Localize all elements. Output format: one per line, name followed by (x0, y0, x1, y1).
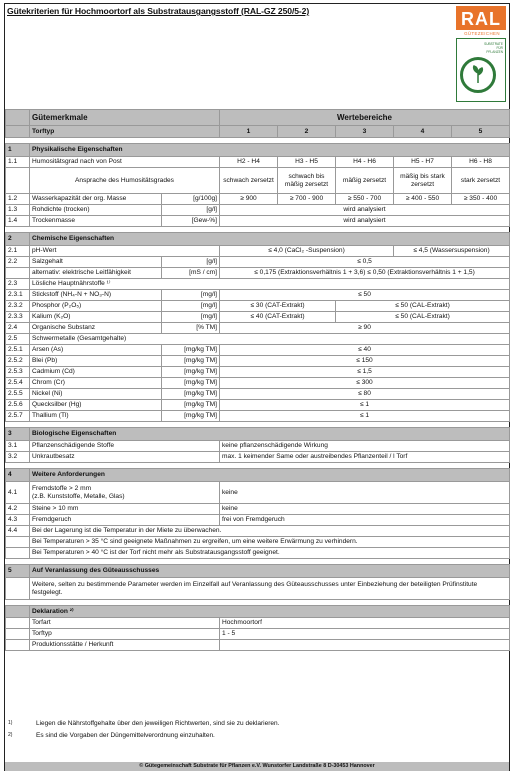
table-row: 2.3.2 Phosphor (P₂O₅) [mg/l] ≤ 30 (CAT-Extrakt) ≤ 50 (CAL-Extrakt) (6, 301, 510, 312)
table-row: Bei Temperaturen > 35 °C sind geeignete Maßnahmen zu ergreifen, um eine weitere Erwärmung zu verhindern. (6, 537, 510, 548)
type-4: 4 (394, 126, 452, 138)
table-row: 2.3 Lösliche Hauptnährstoffe ¹⁾ (6, 279, 510, 290)
table-row: 3.2 Unkrautbesatz max. 1 keimender Same oder austreibendes Pflanzenteil / l Torf (6, 452, 510, 463)
section-weitere: 4 Weitere Anforderungen (6, 469, 510, 482)
section-title: Weitere Anforderungen (30, 469, 510, 482)
table-row: 2.5.4 Chrom (Cr) [mg/kg TM] ≤ 300 (6, 378, 510, 389)
section-gueteausschuss: 5 Auf Veranlassung des Güteausschusses (6, 565, 510, 578)
table-row: 2.4 Organische Substanz [% TM] ≥ 90 (6, 323, 510, 334)
type-5: 5 (452, 126, 510, 138)
table-row: 2.5.3 Cadmium (Cd) [mg/kg TM] ≤ 1,5 (6, 367, 510, 378)
section-title: Biologische Eigenschaften (30, 428, 510, 441)
table-row: 1.4 Trockenmasse [Gew-%] wird analysiert (6, 216, 510, 227)
section-title: Physikalische Eigenschaften (30, 144, 510, 157)
torftyp-label: Torftyp (30, 126, 220, 138)
table-row: Torfart Hochmoortorf (6, 618, 510, 629)
section-title: Auf Veranlassung des Güteausschusses (30, 565, 510, 578)
table-row: Torftyp 1 - 5 (6, 629, 510, 640)
footnote: 2) Es sind die Vorgaben der Düngemittelverordnung einzuhalten. (8, 732, 215, 739)
table-row: 4.2 Steine > 10 mm keine (6, 504, 510, 515)
footnote: 1) Liegen die Nährstoffgehalte über den jeweiligen Richtwerten, sind sie zu deklarieren. (8, 720, 280, 727)
table-row: Bei Temperaturen > 40 °C ist der Torf nicht mehr als Substratausgangsstoff geeignet. (6, 548, 510, 559)
quality-seal-icon (456, 38, 506, 102)
table-row: 1.3 Rohdichte (trocken) [g/l] wird analysiert (6, 205, 510, 216)
section-title: Chemische Eigenschaften (30, 233, 510, 246)
torftyp-header-row (6, 126, 510, 138)
table-header (6, 110, 510, 126)
section-chemisch: 2 Chemische Eigenschaften (6, 233, 510, 246)
table-row: 2.1 pH-Wert ≤ 4,0 (CaCl₂ -Suspension) ≤ 4,5 (Wassersuspension) (6, 246, 510, 257)
ral-logo (456, 6, 508, 103)
seal-text: SUBSTRATE FÜR PFLANZEN (484, 42, 503, 54)
section-physikalisch: 1 Physikalische Eigenschaften (6, 144, 510, 157)
table-row: 2.2 Salzgehalt [g/l] ≤ 0,5 (6, 257, 510, 268)
table-row: 4.3 Fremdgeruch frei von Fremdgeruch (6, 515, 510, 526)
table-row: 2.5.1 Arsen (As) [mg/kg TM] ≤ 40 (6, 345, 510, 356)
table-row: 2.3.1 Stickstoff (NH₄-N + NO₃-N) [mg/l] ≤ 50 (6, 290, 510, 301)
table-row: Weitere, selten zu bestimmende Parameter werden im Einzelfall auf Veranlassung des Güteausschusses unter Einbeziehung der beteiligten Prüfinstitute festgelegt. (6, 578, 510, 600)
footer: © Gütegemeinschaft Substrate für Pflanzen e.V. Wunstorfer Landstraße 8 D-30453 Hannover (5, 762, 509, 771)
table-row: 4.4 Bei der Lagerung ist die Temperatur in der Miete zu überwachen. (6, 526, 510, 537)
table-row: 2.5 Schwermetalle (Gesamtgehalte) (6, 334, 510, 345)
header-werte: Wertebereiche (220, 110, 510, 126)
criteria-table (5, 109, 510, 651)
header-merkmale: Gütemerkmale (30, 110, 220, 126)
type-1: 1 (220, 126, 278, 138)
document-page (4, 3, 510, 771)
guetezeichen-label: GÜTEZEICHEN (464, 31, 500, 36)
type-3: 3 (336, 126, 394, 138)
table-row: 2.5.2 Blei (Pb) [mg/kg TM] ≤ 150 (6, 356, 510, 367)
table-row: 2.5.5 Nickel (Ni) [mg/kg TM] ≤ 80 (6, 389, 510, 400)
table-row: alternativ: elektrische Leitfähigkeit [mS / cm] ≤ 0,175 (Extraktionsverhältnis 1 + 3,6) ≤ 0,50 (Extraktionsverhältnis 1 + 1,5) (6, 268, 510, 279)
table-row: 3.1 Pflanzenschädigende Stoffe keine pflanzenschädigende Wirkung (6, 441, 510, 452)
section-biologisch: 3 Biologische Eigenschaften (6, 428, 510, 441)
table-row: 2.5.6 Quecksilber (Hg) [mg/kg TM] ≤ 1 (6, 400, 510, 411)
ral-mark: RAL (456, 6, 506, 30)
table-row: 1.1 Humositätsgrad nach von Post H2 - H4 H3 - H5 H4 - H6 H5 - H7 H6 - H8 (6, 157, 510, 168)
table-row: Produktionsstätte / Herkunft (6, 640, 510, 651)
table-row: 2.3.3 Kalium (K₂O) [mg/l] ≤ 40 (CAT-Extrakt) ≤ 50 (CAL-Extrakt) (6, 312, 510, 323)
table-row: 2.5.7 Thallium (Tl) [mg/kg TM] ≤ 1 (6, 411, 510, 422)
page-title: Gütekriterien für Hochmoortorf als Substratausgangsstoff (RAL-GZ 250/5-2) (7, 6, 310, 16)
table-row: 4.1 Fremdstoffe > 2 mm (z.B. Kunststoffe, Metalle, Glas) keine (6, 482, 510, 504)
table-row: Ansprache des Humositätsgrades schwach zersetzt schwach bis mäßig zersetzt mäßig zersetzt mäßig bis stark zersetzt stark zersetzt (6, 168, 510, 194)
type-2: 2 (278, 126, 336, 138)
table-row: 1.2 Wasserkapazität der org. Masse [g/100g] ≥ 900 ≥ 700 - 900 ≥ 550 - 700 ≥ 400 - 550 ≥ 350 - 400 (6, 194, 510, 205)
deklaration-header: Deklaration ²⁾ (6, 606, 510, 618)
footnotes (8, 720, 488, 744)
